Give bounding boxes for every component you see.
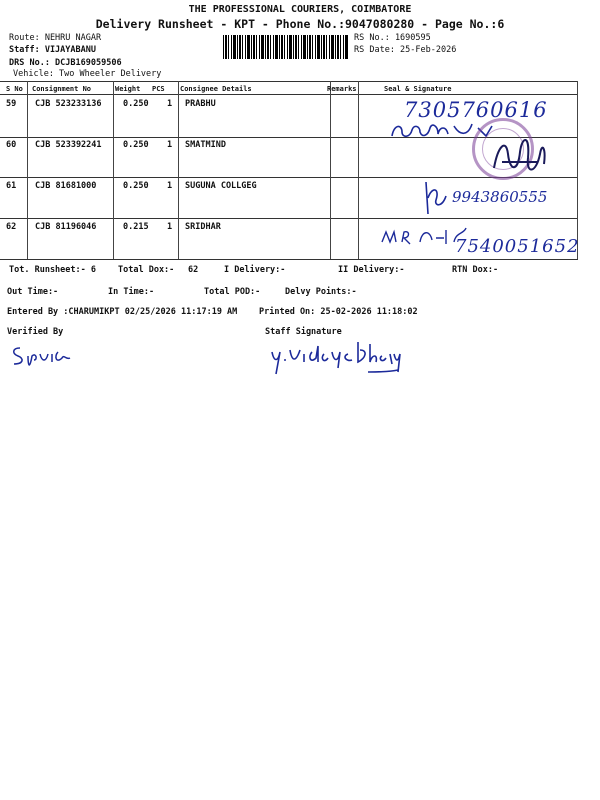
column-divider	[330, 81, 331, 259]
company-name: THE PROFESSIONAL COURIERS, COIMBATORE	[188, 4, 412, 15]
drs-label: DRS No.: DCJB169059506	[9, 58, 122, 68]
column-divider	[27, 81, 28, 259]
col-header-seal: Seal & Signature	[384, 85, 452, 93]
table-row-weight: 0.215	[123, 222, 149, 232]
col-header-consignee: Consignee Details	[180, 85, 252, 93]
total-runsheet: Tot. Runsheet:- 6	[9, 265, 96, 275]
rtn-dox: RTN Dox:-	[452, 265, 499, 275]
route-label: Route: NEHRU NAGAR	[9, 33, 102, 43]
rs-number: RS No.: 1690595	[354, 33, 431, 43]
col-header-pcs: PCS	[152, 85, 165, 93]
column-divider	[113, 81, 114, 259]
col-header-consignment: Consignment No	[32, 85, 92, 93]
table-row-sno: 60	[6, 140, 17, 150]
table-row-weight: 0.250	[123, 140, 149, 150]
table-row-consignee: SUGUNA COLLGEG	[185, 181, 257, 191]
table-row-sno: 62	[6, 222, 17, 232]
barcode	[223, 35, 349, 59]
table-row-weight: 0.250	[123, 99, 149, 109]
table-bottom-border	[0, 259, 578, 260]
table-right-border	[577, 81, 578, 259]
col-header-remarks: Remarks	[327, 85, 357, 93]
out-time: Out Time:-	[7, 287, 59, 297]
row-divider	[0, 218, 578, 219]
staff-signature	[268, 338, 402, 380]
table-row-consignee: PRABHU	[185, 99, 216, 109]
table-row-pcs: 1	[167, 140, 173, 150]
table-row-consignee: SMATMIND	[185, 140, 226, 150]
table-row-consignment: CJB 523233136	[35, 99, 102, 109]
table-top-border	[0, 81, 578, 82]
vehicle-label: Vehicle: Two Wheeler Delivery	[13, 69, 162, 79]
ii-delivery: II Delivery:-	[338, 265, 405, 275]
handwritten-phone-number: 7540051652	[455, 236, 580, 257]
table-row-pcs: 1	[167, 222, 173, 232]
col-header-sno: S No	[6, 85, 23, 93]
in-time: In Time:-	[108, 287, 155, 297]
i-delivery: I Delivery:-	[224, 265, 286, 275]
table-row-sno: 61	[6, 181, 17, 191]
table-row-pcs: 1	[167, 181, 173, 191]
verifier-signature	[10, 342, 74, 368]
table-row-consignee: SRIDHAR	[185, 222, 221, 232]
handwritten-phone-number: 7305760616	[404, 98, 548, 122]
recipient-signature	[418, 178, 448, 218]
rs-date: RS Date: 25-Feb-2026	[354, 45, 457, 55]
printed-on: Printed On: 25-02-2026 11:18:02	[259, 307, 418, 317]
table-row-consignment: CJB 523392241	[35, 140, 102, 150]
table-row-consignment: CJB 81196046	[35, 222, 97, 232]
table-row-sno: 59	[6, 99, 17, 109]
total-dox-value: 62	[188, 265, 199, 275]
column-divider	[358, 81, 359, 259]
recipient-signature	[488, 128, 550, 180]
runsheet-title: Delivery Runsheet - KPT - Phone No.:9047080280 - Page No.:6	[95, 17, 505, 31]
table-row-weight: 0.250	[123, 181, 149, 191]
table-row-pcs: 1	[167, 99, 173, 109]
col-header-weight: Weight	[115, 85, 141, 93]
table-header-border	[0, 94, 578, 95]
staff-label: Staff: VIJAYABANU	[9, 45, 96, 55]
verified-by-label: Verified By	[7, 327, 64, 337]
table-row-consignment: CJB 81681000	[35, 181, 97, 191]
delivery-points: Delvy Points:-	[285, 287, 357, 297]
total-dox-label: Total Dox:-	[118, 265, 175, 275]
total-pod: Total POD:-	[204, 287, 261, 297]
entered-by: Entered By :CHARUMIKPT 02/25/2026 11:17:19 AM	[7, 307, 238, 317]
handwritten-phone-number: 9943860555	[452, 188, 548, 206]
column-divider	[178, 81, 179, 259]
staff-signature-label: Staff Signature	[265, 327, 342, 337]
